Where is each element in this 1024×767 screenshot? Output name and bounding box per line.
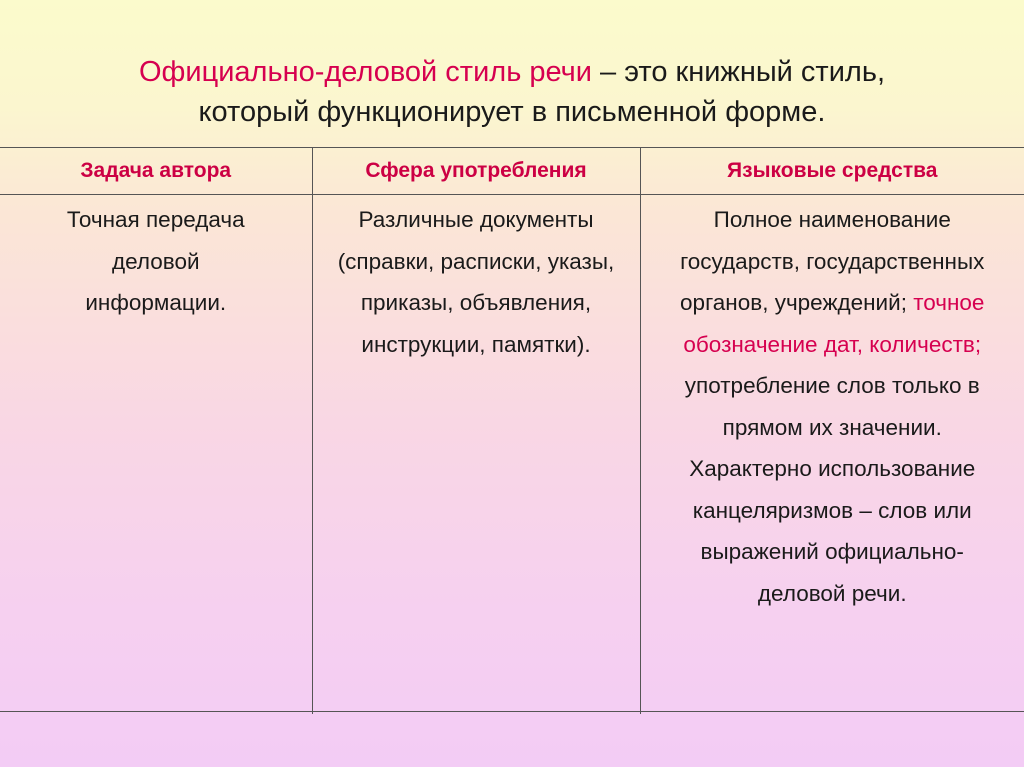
table-row: [0, 195, 1024, 715]
table-bottom-rule: [0, 711, 1024, 712]
title-accent: Официально-деловой стиль речи: [138, 56, 592, 88]
header-means: Языковые средства: [640, 148, 1024, 195]
means-text-2: употребление слов только в прямом их значении. Характерно использование канцеляризмов – слов или выражений официально-деловой речи.: [684, 373, 980, 606]
header-task: Задача автора: [0, 148, 312, 195]
cell-means: [640, 195, 1024, 715]
slide-title: [0, 52, 1024, 132]
means-highlight: точное обозначение дат, количеств;: [683, 290, 985, 357]
means-text-1: Полное наименование государств, государственных органов, учреждений;: [680, 207, 985, 315]
table-header-row: [0, 148, 1024, 195]
cell-task: Точная передача деловой информации.: [0, 195, 312, 715]
cell-sphere: Различные документы (справки, расписки, указы, приказы, объявления, инструкции, памятки).: [312, 195, 640, 715]
style-table: [0, 147, 1024, 714]
header-sphere: Сфера употребления: [312, 148, 640, 195]
title-line2: который функционирует в письменной форме.: [198, 96, 826, 128]
title-rest: – это книжный стиль,: [591, 56, 885, 88]
